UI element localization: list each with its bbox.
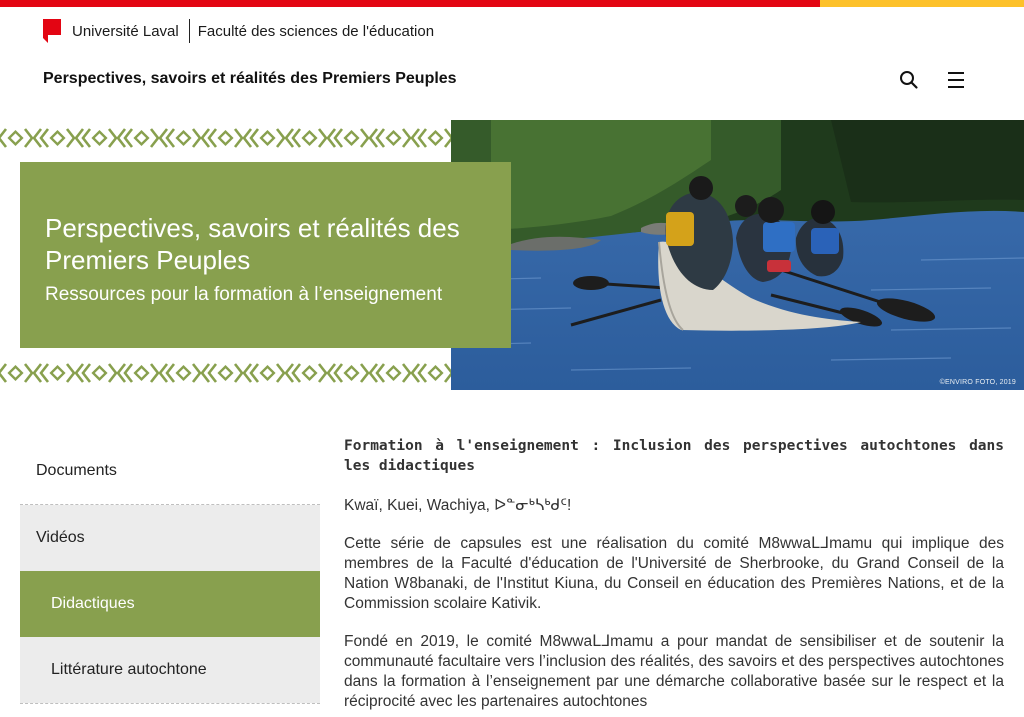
sidebar-item-label: Littérature autochtone [51, 661, 207, 678]
menu-button[interactable] [946, 70, 966, 90]
sidebar-item-documents[interactable] [20, 438, 320, 504]
top-color-bar [0, 0, 1024, 7]
photo-credit: ©ENVIRO FOTO, 2019 [939, 379, 1016, 386]
university-brand[interactable] [43, 19, 434, 43]
main-content [344, 436, 1004, 712]
decorative-pattern-top [0, 125, 451, 151]
hero-title-box [20, 162, 511, 348]
hamburger-menu-icon [946, 70, 966, 90]
universite-laval-logo-icon [43, 19, 61, 43]
search-icon [899, 70, 919, 90]
sidebar-item-didactiques[interactable] [20, 571, 320, 637]
hero-banner [0, 120, 1024, 390]
site-title[interactable]: Perspectives, savoirs et réalités des Premiers Peuples [43, 70, 457, 87]
sidebar-item-label: Didactiques [51, 595, 135, 612]
sidebar-item-label: Documents [36, 462, 117, 479]
content-paragraph: Fondé en 2019, le comité M8wwaᒪᒧmamu a pour mandat de sensibiliser et de soutenir la communauté facultaire vers l’inclusion des réalités, des savoirs et des perspectives autochtones dans la formation à l’enseignement par une démarche collaborative basée sur le respect et la réciprocité avec les partenaires autochtones [344, 633, 1004, 710]
sidebar-item-litterature-autochtone[interactable] [20, 637, 320, 703]
sidebar-item-label: Vidéos [36, 529, 85, 546]
content-paragraph: Cette série de capsules est une réalisation du comité M8wwaᒪᒧmamu qui implique des membres de la Faculté d'éducation de l'Université de Sherbrooke, du Grand Conseil de la Nation W8banaki, de l'Institut Kiuna, du Conseil en éducation des Premières Nations, et de la Commission scolaire Kativik. [344, 535, 1004, 612]
hero-photo-canoe [451, 120, 1024, 390]
top-color-bar-accent [820, 0, 1024, 7]
decorative-pattern-bottom [0, 360, 451, 386]
greeting-text: Kwaï, Kuei, Wachiya, ᐅᓐᓂᒃᓴᒃᑯᑦ! [344, 497, 572, 514]
faculty-name[interactable]: Faculté des sciences de l'éducation [197, 22, 435, 40]
hero-title: Perspectives, savoirs et réalités des Premiers Peuples [45, 213, 460, 275]
university-name[interactable]: Université Laval [72, 22, 179, 40]
sidebar-item-videos[interactable] [20, 505, 320, 571]
brand-divider [189, 19, 190, 43]
sidebar-divider [20, 703, 320, 704]
sidebar-nav [20, 438, 320, 704]
content-title: Formation à l'enseignement : Inclusion des perspectives autochtones dans les didactiques [344, 438, 1004, 474]
search-button[interactable] [899, 70, 919, 90]
hero-subtitle: Ressources pour la formation à l’enseignement [45, 284, 443, 305]
